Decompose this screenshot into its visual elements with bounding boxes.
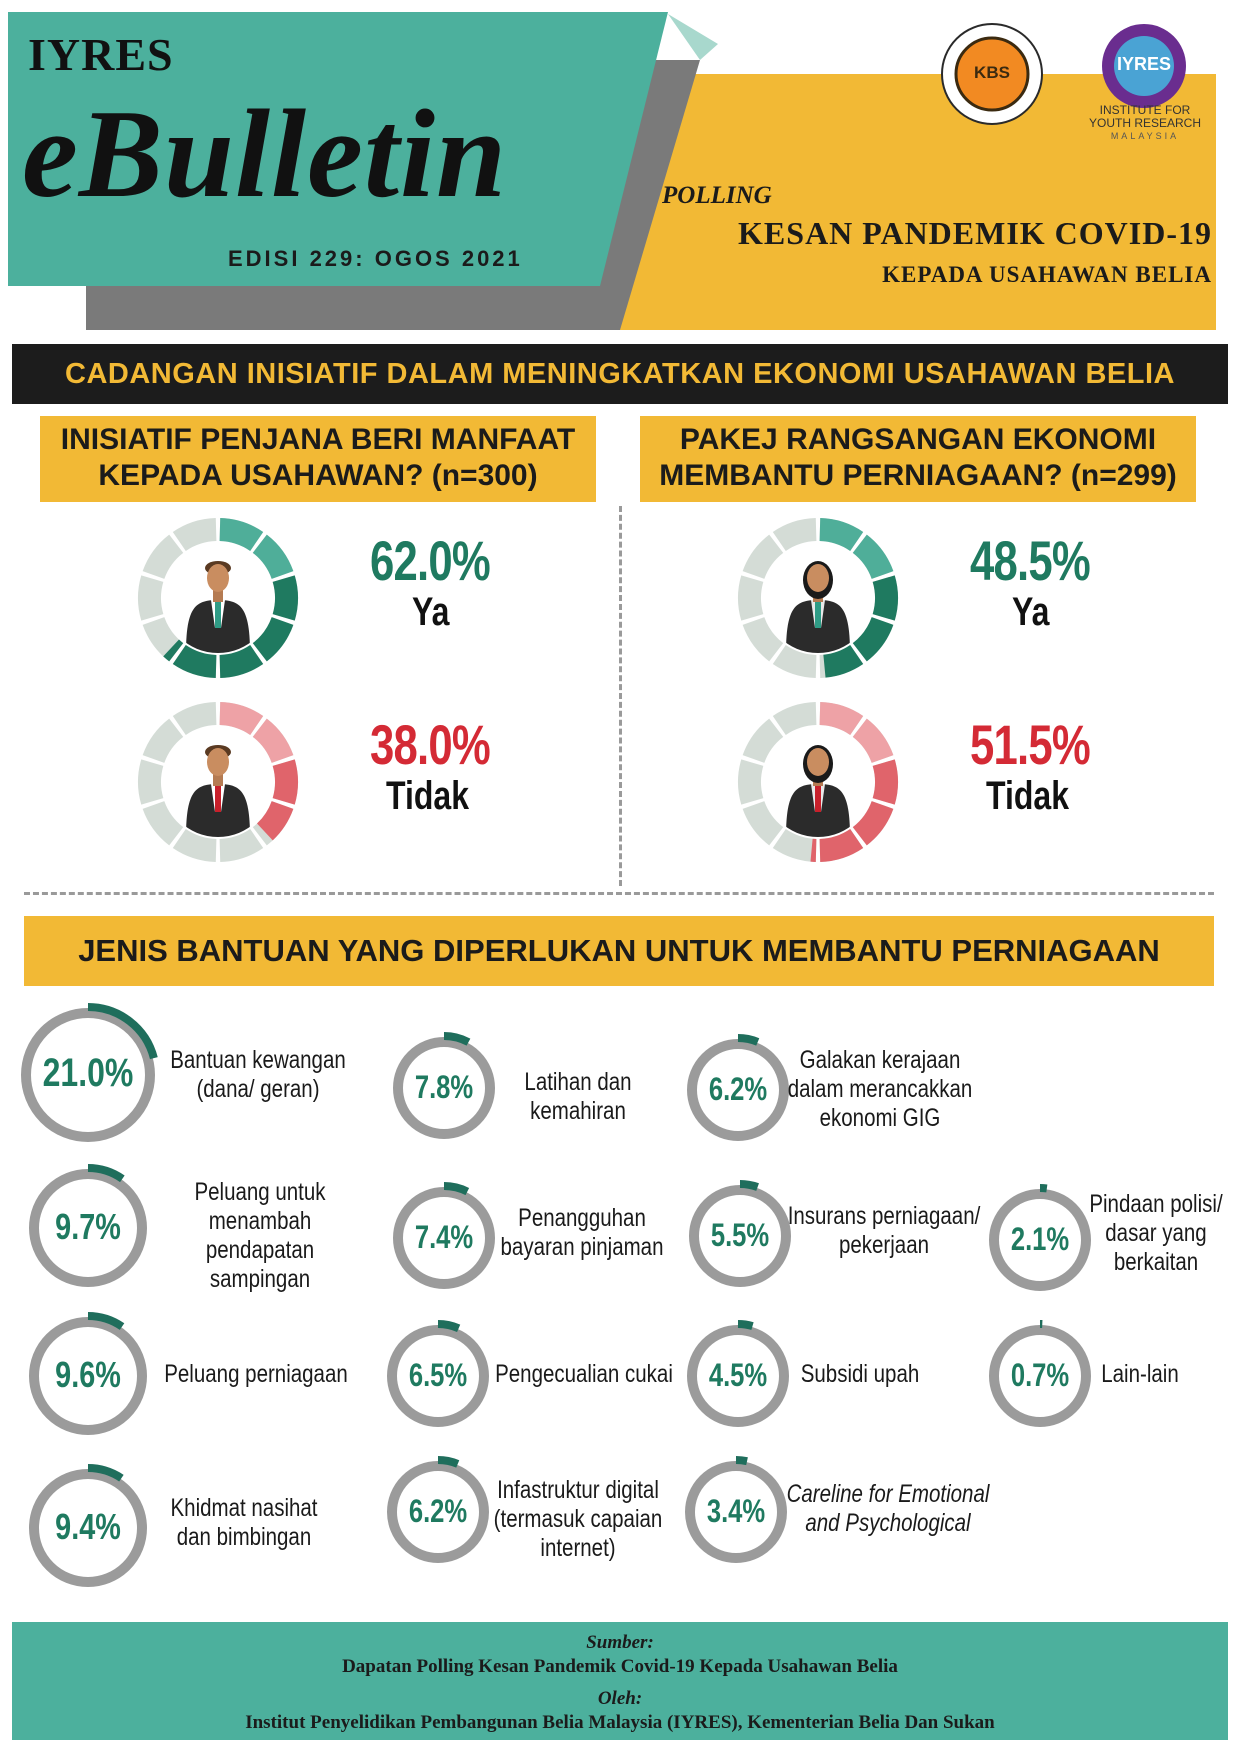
- institute-line3: MALAYSIA: [1110, 131, 1180, 141]
- ring-percent-label: 4.5%: [708, 1356, 768, 1393]
- ring-category-line: bayaran pinjaman: [500, 1233, 664, 1261]
- iyres-logo-text: IYRES: [1116, 54, 1172, 74]
- ring-category-line: pekerjaan: [838, 1231, 930, 1259]
- ring-category-label: [137, 1494, 350, 1552]
- ebulletin-title: eBulletin: [22, 85, 508, 224]
- ring-category-line: dalam merancakkan: [787, 1075, 973, 1103]
- ring-percent-label: 9.4%: [55, 1506, 121, 1548]
- ring-percent-label: 7.4%: [414, 1218, 474, 1255]
- ring-category-line: kemahiran: [530, 1097, 626, 1125]
- donut-answer-label: Ya: [412, 590, 450, 634]
- ring-value-arc: [438, 1324, 459, 1328]
- donut-answer-label: Tidak: [386, 774, 469, 818]
- donut-answer-label: Tidak: [986, 774, 1069, 818]
- source-text: Dapatan Polling Kesan Pandemik Covid-19 Kepada Usahawan Belia: [342, 1656, 898, 1677]
- ring-value-arc: [438, 1460, 458, 1464]
- section1-title: CADANGAN INISIATIF DALAM MENINGKATKAN EKONOMI USAHAWAN BELIA: [65, 358, 1175, 390]
- ring-category-line: (dana/ geran): [196, 1075, 320, 1103]
- ring-percent-label: 3.4%: [706, 1492, 766, 1529]
- kbs-logo-text: KBS: [974, 63, 1010, 82]
- institute-line1: INSTITUTE FOR: [1099, 103, 1191, 117]
- ring-category-line: dan bimbingan: [176, 1523, 312, 1551]
- ring-category-line: Careline for Emotional: [786, 1480, 990, 1508]
- ring-category-line: pendapatan sampingan: [205, 1236, 315, 1293]
- ring-category-label: [781, 1480, 994, 1538]
- ring-category-line: (termasuk capaian: [493, 1505, 663, 1533]
- ring-category-line: Lain-lain: [1101, 1360, 1179, 1388]
- polling-label: POLLING: [662, 182, 772, 209]
- ring-percent-label: 9.6%: [55, 1354, 121, 1396]
- by-text: Institut Penyelidikan Pembangunan Belia Malaysia (IYRES), Kementerian Belia Dan Sukan: [245, 1712, 995, 1733]
- ring-percent-label: 5.5%: [710, 1216, 770, 1253]
- donut-percent-label: 38.0%: [370, 713, 490, 776]
- ring-percent-label: 6.2%: [708, 1070, 768, 1107]
- ring-percent-label: 0.7%: [1010, 1356, 1070, 1393]
- edition-label: EDISI 229: OGOS 2021: [228, 246, 523, 271]
- donut-percent-label: 62.0%: [370, 529, 490, 592]
- ring-category-line: Khidmat nasihat: [170, 1494, 318, 1522]
- question2-line1: PAKEJ RANGSANGAN EKONOMI: [679, 423, 1157, 456]
- ring-category-label: [471, 1068, 684, 1126]
- question1-line1: INISIATIF PENJANA BERI MANFAAT: [60, 423, 576, 456]
- ring-category-line: Insurans perniagaan/: [787, 1202, 981, 1230]
- footer: [12, 1622, 1228, 1740]
- ring-category-line: Infastruktur digital: [497, 1476, 659, 1504]
- ring-category-line: Pindaan polisi/: [1089, 1190, 1223, 1218]
- ring-percent-label: 6.2%: [408, 1492, 468, 1529]
- ring-category-label: [477, 1360, 690, 1389]
- ring-value-arc: [740, 1184, 758, 1187]
- ring-category-line: Peluang perniagaan: [164, 1360, 348, 1388]
- ring-category-label: [149, 1360, 362, 1389]
- ring-category-line: dasar yang: [1105, 1219, 1207, 1247]
- ring-category-line: berkaitan: [1113, 1248, 1199, 1276]
- ring-value-arc: [736, 1460, 747, 1461]
- ring-category-label: [151, 1046, 364, 1104]
- question1-line2: KEPADA USAHAWAN? (n=300): [98, 459, 538, 492]
- ring-category-line: internet): [540, 1534, 616, 1562]
- ring-category-line: Pengecualian cukai: [495, 1360, 673, 1388]
- ring-category-line: Subsidi upah: [800, 1360, 920, 1388]
- ring-category-line: Peluang untuk: [194, 1178, 326, 1206]
- ring-value-arc: [738, 1038, 758, 1042]
- ring-category-label: [1049, 1190, 1240, 1277]
- ring-category-label: [1033, 1360, 1240, 1389]
- ring-category-label: [153, 1178, 366, 1294]
- headline-main: KESAN PANDEMIK COVID-19: [738, 215, 1212, 251]
- ring-category-line: Galakan kerajaan: [799, 1046, 961, 1074]
- ring-category-label: [753, 1360, 966, 1389]
- ring-percent-label: 7.8%: [414, 1068, 474, 1105]
- ring-category-line: Penangguhan: [518, 1204, 646, 1232]
- headline-sub: KEPADA USAHAWAN BELIA: [882, 262, 1212, 287]
- ring-value-arc: [738, 1324, 753, 1326]
- ring-category-line: Latihan dan: [524, 1068, 632, 1096]
- ring-category-line: ekonomi GIG: [819, 1104, 941, 1132]
- question2-line2: MEMBANTU PERNIAGAAN? (n=299): [659, 459, 1177, 492]
- ring-category-label: [777, 1202, 990, 1260]
- ring-percent-label: 2.1%: [1010, 1220, 1070, 1257]
- ring-percent-label: 9.7%: [55, 1206, 121, 1248]
- ring-category-line: menambah: [208, 1207, 312, 1235]
- ring-percent-label: 6.5%: [408, 1356, 468, 1393]
- ring-percent-label: 21.0%: [42, 1051, 134, 1095]
- donut-percent-label: 51.5%: [970, 713, 1090, 776]
- brand-text: IYRES: [28, 29, 174, 80]
- source-label: Sumber:: [586, 1632, 654, 1653]
- ring-category-line: Bantuan kewangan: [170, 1046, 346, 1074]
- institute-line2: YOUTH RESEARCH: [1088, 116, 1201, 130]
- donut-answer-label: Ya: [1012, 590, 1050, 634]
- section2-title: JENIS BANTUAN YANG DIPERLUKAN UNTUK MEMBANTU PERNIAGAAN: [78, 933, 1160, 968]
- ring-category-label: [471, 1476, 684, 1563]
- by-label: Oleh:: [597, 1688, 643, 1709]
- ring-category-label: [773, 1046, 986, 1133]
- ring-category-line: and Psychological: [805, 1509, 971, 1537]
- ring-category-label: [475, 1204, 688, 1262]
- donut-percent-label: 48.5%: [970, 529, 1090, 592]
